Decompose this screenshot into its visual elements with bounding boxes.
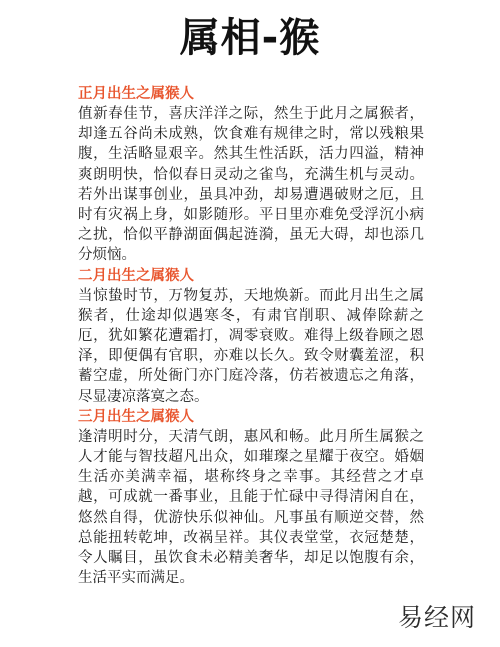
- section-heading: 正月出生之属猴人: [78, 86, 194, 102]
- section-text: 当惊蛰时节，万物复苏，天地焕新。而此月出生之属猴者，仕途却似遇寒冬，有肃官削职、减俸除薪之厄，犹如繁花遭霜打，凋零衰败。难得上级眷顾之恩泽，即便偶有官职，亦难以长久。致令财囊羞涩，积蓄空虚，所处衙门亦门庭冷落，仿若被遗忘之角落，尽显凄凉落寞之态。: [78, 287, 424, 405]
- watermark-logo: 易经网: [397, 603, 476, 632]
- section-heading: 三月出生之属猴人: [78, 408, 194, 425]
- article-body: [78, 84, 424, 588]
- section-text: 逢清明时分，天清气朗，惠风和畅。此月所生属猴之人才能与智技超凡出众，如璀璨之星耀于夜空。婚姻生活亦美满幸福，堪称终身之幸事。其经营之才卓越，可成就一番事业，且能于忙碌中寻得清闲自在，悠然自得，优游快乐似神仙。凡事虽有顺逆交替，然总能扭转乾坤，改祸呈祥。其仪表堂堂，衣冠楚楚，令人瞩目，虽饮食未必精美奢华，却足以饱腹有余，生活平实而满足。: [78, 428, 424, 587]
- page-title: 属相-猴: [179, 15, 321, 61]
- section-heading: 二月出生之属猴人: [78, 267, 194, 284]
- section-march: [78, 407, 424, 589]
- section-january: [78, 84, 424, 266]
- section-text: 值新春佳节，喜庆洋洋之际，然生于此月之属猴者，却逢五谷尚未成熟，饮食难有规律之时，常以残粮果腹，生活略显艰辛。然其生性活跃，活力四溢，精神爽朗明快，恰似春日灵动之雀鸟，充满生机与灵动。若外出谋事创业，虽具冲劲，却易遭遇破财之厄，且时有灾祸上身，如影随形。平日里亦难免受浮沉小病之扰，恰似平静湖面偶起涟漪，虽无大碍，却也添几分烦恼。: [78, 106, 424, 264]
- section-february: [78, 266, 424, 407]
